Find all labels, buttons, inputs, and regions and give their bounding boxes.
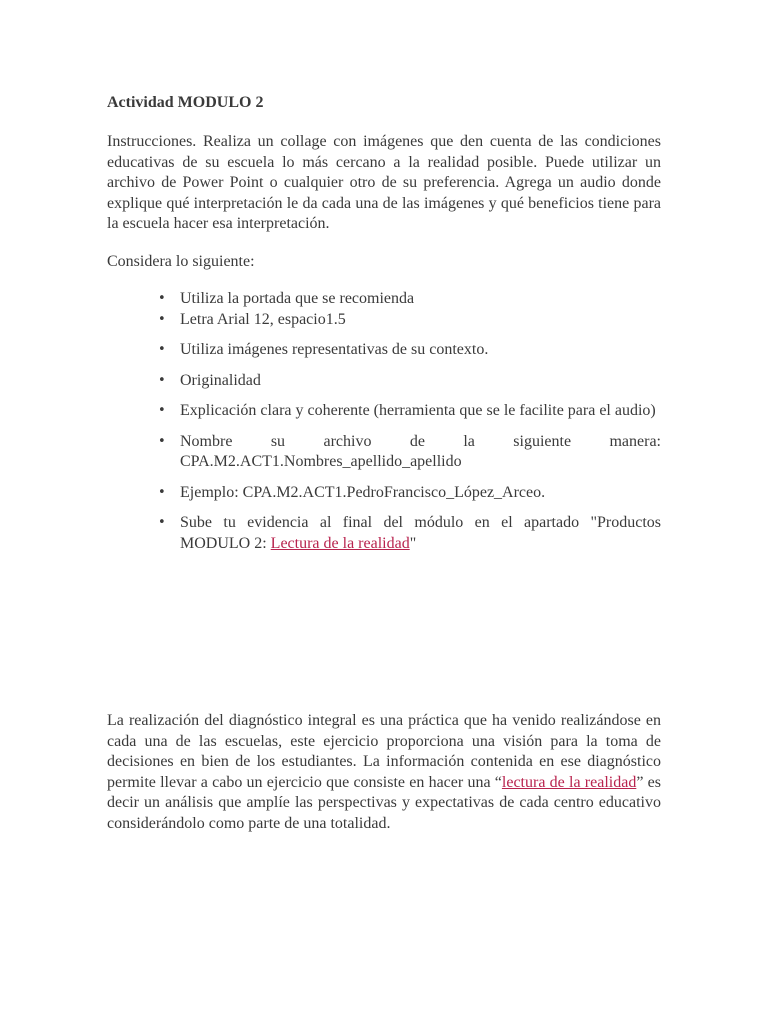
- upload-text-after: ": [409, 534, 417, 552]
- instructions-paragraph: Instrucciones. Realiza un collage con imágenes que den cuenta de las condiciones educativas de su escuela lo más cercano a la realidad posible. Puede utilizar un archivo de Power Point o cualquier otro de su preferencia. Agrega un audio donde explique qué interpretación le da cada una de las imágenes y qué beneficios tiene para la escuela hacer esa interpretación.: [107, 133, 661, 232]
- diagnosis-paragraph: [107, 711, 661, 834]
- requirement-item-upload: [180, 513, 661, 554]
- document-title: Actividad MODULO 2: [107, 94, 264, 111]
- requirement-item-explanation: • Explicación clara y coherente (herramienta que se le facilite para el audio): [180, 401, 661, 422]
- diagnosis-text-before: La realización del diagnóstico integral es una práctica que ha venido realizándose en cada una de las escuelas, este ejercicio proporciona una visión para la toma de decisiones en bien de los estudiantes. La información contenida en ese diagnóstico permite llevar a cabo un ejercicio que consiste en hacer una “: [107, 712, 661, 791]
- requirement-item-filename: • Nombre su archivo de la siguiente manera: CPA.M2.ACT1.Nombres_apellido_apellido: [180, 432, 661, 473]
- requirement-item-example: • Ejemplo: CPA.M2.ACT1.PedroFrancisco_López_Arceo.: [180, 483, 661, 504]
- consider-label: Considera lo siguiente:: [107, 252, 255, 270]
- lectura-realidad-link[interactable]: Lectura de la realidad: [270, 534, 410, 552]
- lectura-realidad-inline-link[interactable]: lectura de la realidad: [501, 773, 637, 791]
- requirement-item-cover: • Utiliza la portada que se recomienda: [180, 289, 661, 310]
- document-page: [107, 92, 661, 832]
- requirement-item-font: • Letra Arial 12, espacio1.5: [180, 310, 661, 331]
- diagnosis-text-after: ” es decir un análisis que amplíe las perspectivas y expectativas de cada centro educativo considerándolo como parte de una totalidad.: [107, 773, 661, 832]
- requirement-item-images: • Utiliza imágenes representativas de su contexto.: [180, 340, 661, 361]
- requirement-item-originality: • Originalidad: [180, 371, 661, 392]
- upload-text-before: Sube tu evidencia al final del módulo en el apartado "Productos MODULO 2:: [180, 514, 661, 552]
- requirements-list: [107, 289, 661, 554]
